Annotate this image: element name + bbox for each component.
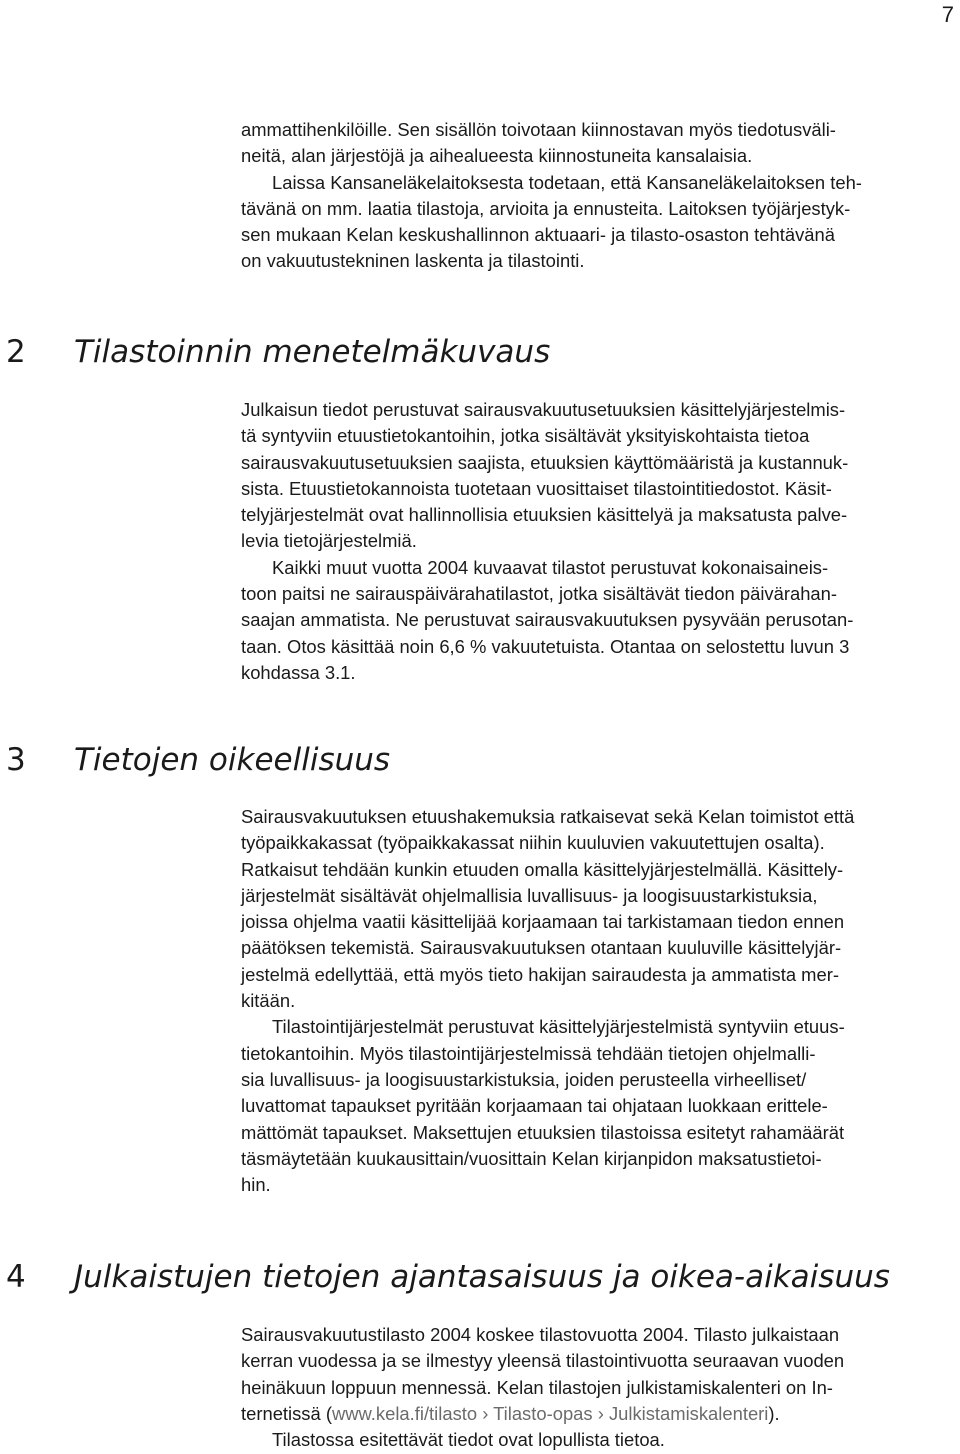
body-line: Kaikki muut vuotta 2004 kuvaavat tilastot perustuvat kokonaisaineis- [272,556,829,578]
section-title: Julkaistujen tietojen ajantasaisuus ja oikea-aikaisuus [74,1259,890,1295]
body-line: kerran vuodessa ja se ilmestyy yleensä tilastointivuotta seuraavan vuoden [241,1350,845,1372]
intro-line: tävänä on mm. laatia tilastoja, arvioita ja ennusteita. Laitoksen työjärjestyk- [241,197,851,219]
section-number: 3 [6,742,26,778]
body-line: kitään. [241,990,296,1012]
body-line: Tilastossa esitettävät tiedot ovat lopullista tietoa. [272,1429,665,1451]
intro-line: ammattihenkilöille. Sen sisällön toivotaan kiinnostavan myös tiedotusväli- [241,119,836,140]
body-line: jestelmä edellyttää, että myös tieto hakijan sairaudesta ja ammatista mer- [241,963,839,985]
body-line: Sairausvakuutustilasto 2004 koskee tilastovuotta 2004. Tilasto julkaistaan [241,1324,840,1345]
link-prefix: ternetissä ( [241,1402,332,1424]
body-line: toon paitsi ne sairauspäivärahatilastot, jotka sisältävät tiedon päivärahan- [241,583,838,605]
intro-paragraph-2 [241,170,956,275]
section-number: 2 [6,334,26,370]
section-2-text [241,397,956,686]
section-heading-2 [6,334,550,370]
body-line: tietokantoihin. Myös tilastointijärjestelmissä tehdään tietojen ohjelmalli- [241,1042,816,1064]
body-line: järjestelmät sisältävät ohjelmallisia luvallisuus- ja loogisuustarkistuksia, [241,884,818,906]
intro-paragraph-1 [241,117,956,170]
body-line: Julkaisun tiedot perustuvat sairausvakuutusetuuksien käsittelyjärjestelmis- [241,399,846,420]
body-line: telyjärjestelmät ovat hallinnollisia etuuksien käsittelyä ja maksatusta palve- [241,504,848,526]
body-line: saajan ammatista. Ne perustuvat sairausvakuutuksen pysyvään perusotan- [241,609,854,631]
section-title: Tilastoinnin menetelmäkuvaus [74,334,551,370]
julkistamiskalenteri-link[interactable]: www.kela.fi/tilasto › Tilasto-opas › Julkistamiskalenteri [331,1402,769,1424]
intro-line: Laissa Kansaneläkelaitoksesta todetaan, että Kansaneläkelaitoksen teh- [272,171,862,193]
body-line: kohdassa 3.1. [241,661,356,683]
intro-text [241,117,956,275]
section-4-text [241,1322,956,1453]
body-line: sia luvallisuus- ja loogisuustarkistuksia, joiden perusteella virheelliset/ [241,1068,807,1090]
section-heading-4 [6,1259,890,1295]
body-line: tä syntyviin etuustietokantoihin, jotka sisältävät yksityiskohtaista tietoa [241,425,810,447]
body-line: päätöksen tekemistä. Sairausvakuutuksen otantaan kuuluville käsittelyjär- [241,937,842,959]
section-4-paragraph-1 [241,1322,956,1427]
section-title: Tietojen oikeellisuus [74,742,391,778]
body-line: täsmäytetään kuukausittain/vuosittain Kelan kirjanpidon maksatustietoi- [241,1147,822,1169]
body-line: joissa ohjelma vaatii käsittelijää korjaamaan tai tarkistamaan tiedon ennen [241,911,845,933]
link-suffix: ). [768,1402,780,1424]
section-4-paragraph-2 [241,1427,956,1453]
page-number: 7 [941,2,954,27]
body-line: mättömät tapaukset. Maksettujen etuuksien tilastoissa esitetyt rahamäärät [241,1121,845,1143]
body-line: luvattomat tapaukset pyritään korjaamaan tai ohjataan luokkaan erittele- [241,1095,828,1117]
body-line: hin. [241,1174,271,1196]
section-3-paragraph-2 [241,1014,956,1198]
body-line: työpaikkakassat (työpaikkakassat niihin kuuluvien vakuutettujen osalta). [241,832,825,854]
body-line-with-link [241,1401,956,1427]
body-line: heinäkuun loppuun mennessä. Kelan tilastojen julkistamiskalenteri on In- [241,1376,833,1398]
body-line: sista. Etuustietokannoista tuotetaan vuosittaiset tilastointitiedostot. Käsit- [241,477,832,499]
body-line: taan. Otos käsittää noin 6,6 % vakuutetuista. Otantaa on selostettu luvun 3 [241,635,850,657]
intro-line: neitä, alan järjestöjä ja aihealueesta kiinnostuneita kansalaisia. [241,145,753,167]
body-line: levia tietojärjestelmiä. [241,530,417,552]
intro-line: on vakuutustekninen laskenta ja tilastointi. [241,250,585,272]
section-3-paragraph-1 [241,804,956,1014]
body-line: Sairausvakuutuksen etuushakemuksia ratkaisevat sekä Kelan toimistot että [241,806,855,827]
section-number: 4 [6,1259,26,1295]
intro-line: sen mukaan Kelan keskushallinnon aktuaari- ja tilasto-osaston tehtävänä [241,224,835,246]
section-3-text [241,804,956,1198]
body-line: Ratkaisut tehdään kunkin etuuden omalla käsittelyjärjestelmällä. Käsittely- [241,858,844,880]
section-heading-3 [6,742,390,778]
body-line: Tilastointijärjestelmät perustuvat käsittelyjärjestelmistä syntyviin etuus- [272,1016,845,1038]
section-2-paragraph-1 [241,397,956,555]
section-2-paragraph-2 [241,555,956,686]
body-line: sairausvakuutusetuuksien saajista, etuuksien käyttömääristä ja kustannuk- [241,451,849,473]
